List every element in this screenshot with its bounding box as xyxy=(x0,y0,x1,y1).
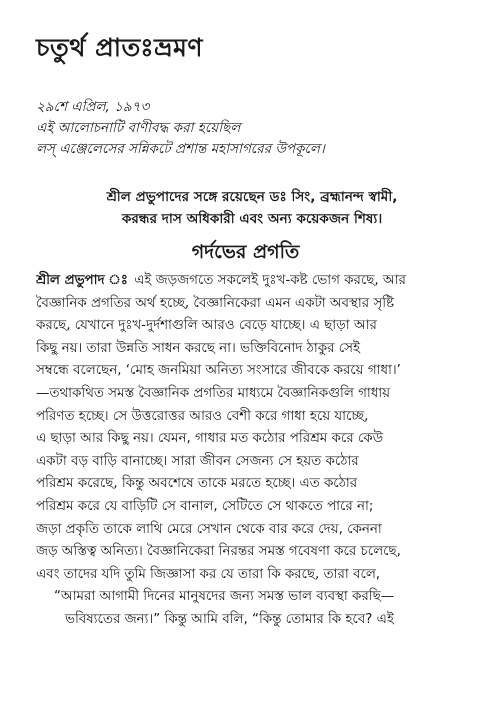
dialogue-line: জড় অস্তিত্ব অনিত্য। বৈজ্ঞানিকেরা নিরন্তর সমস্ত গবেষণা করে চলেছে, xyxy=(36,544,401,560)
dialogue-line: সম্বন্ধে বলেছেন, ‘মোহ জনমিয়া অনিত্য সংসারে জীবকে করয়ে গাধা।’ xyxy=(36,363,401,379)
dialogue-line: একটা বড় বাড়ি বানাচ্ছে। সারা জীবন সেজন্য সে হয়ত কঠোর xyxy=(36,453,359,469)
dialogue-body xyxy=(36,270,476,632)
participants-line: করন্ধর দাস অধিকারী এবং অন্য কয়েকজন শিষ্য। xyxy=(121,211,383,227)
section-title: গর্দভের প্রগতি xyxy=(191,241,300,263)
chapter-title: চতুর্থ প্রাতঃভ্রমণ xyxy=(36,33,204,62)
dialogue-line: পরিণত হচ্ছে। সে উত্তরোত্তর আরও বেশী করে গাধা হয়ে যাচ্ছে, xyxy=(36,408,369,424)
dialogue-line: বৈজ্ঞানিক প্রগতির অর্থ হচ্ছে, বৈজ্ঞানিকেরা এমন একটা অবস্থার সৃষ্টি xyxy=(36,295,395,311)
dialogue-line: পরিশ্রম করেছে, কিন্তু অবশেষে তাকে মরতে হচ্ছে। এত কঠোর xyxy=(36,476,358,492)
dialogue-line: জড়া প্রকৃতি তাকে লাথি মেরে সেখান থেকে বার করে দেয়, কেননা xyxy=(36,521,382,537)
dialogue-line: ভবিষ্যতের জন্য।” কিন্তু আমি বলি, “কিন্তু তোমার কি হবে? এই xyxy=(65,611,394,627)
dialogue-line: কিছু নয়। তারা উন্নতি সাধন করছে না। ভক্তিবিনোদ ঠাকুর সেই xyxy=(36,340,360,356)
speaker-label: শ্রীল প্রভুপাদ ঃ xyxy=(36,273,128,288)
recording-location: লস্ এঞ্জেলেসের সন্নিকটে প্রশান্ত মহাসাগরের উপকূলে। xyxy=(36,141,325,157)
recording-info xyxy=(36,97,466,160)
dialogue-line: “আমরা আগামী দিনের মানুষদের জন্য সমস্ত ভাল ব্যবস্থা করছি— xyxy=(54,589,395,605)
recording-note: এই আলোচনাটি বাণীবদ্ধ করা হয়েছিল xyxy=(36,120,241,136)
dialogue-line: এবং তাদের যদি তুমি জিজ্ঞাসা কর যে তারা কি করছে, তারা বলে, xyxy=(36,566,381,582)
participants-line: শ্রীল প্রভুপাদের সঙ্গে রয়েছেন ডঃ সিং, ব্রহ্মানন্দ স্বামী, xyxy=(106,189,398,205)
participants xyxy=(36,186,468,230)
dialogue-line: —তথাকথিত সমস্ত বৈজ্ঞানিক প্রগতির মাধ্যমে বৈজ্ঞানিকগুলি গাধায় xyxy=(36,385,391,401)
dialogue-line: পরিশ্রম করে যে বাড়িটি সে বানাল, সেটিতে সে থাকতে পারে না; xyxy=(36,498,374,514)
dialogue-line: এ ছাড়া আর কিছু নয়। যেমন, গাধার মত কঠোর পরিশ্রম করে কেউ xyxy=(36,431,384,447)
dialogue-line: করছে, যেখানে দুঃখ-দুর্দশাগুলি আরও বেড়ে যাচ্ছে। এ ছাড়া আর xyxy=(36,318,377,334)
dialogue-line xyxy=(36,270,476,293)
dialogue-text: এই জড়জগতে সকলেই দুঃখ-কষ্ট ভোগ করছে, আর xyxy=(134,273,406,288)
recording-date: ২৯শে এপ্রিল, ১৯৭৩ xyxy=(36,99,150,115)
